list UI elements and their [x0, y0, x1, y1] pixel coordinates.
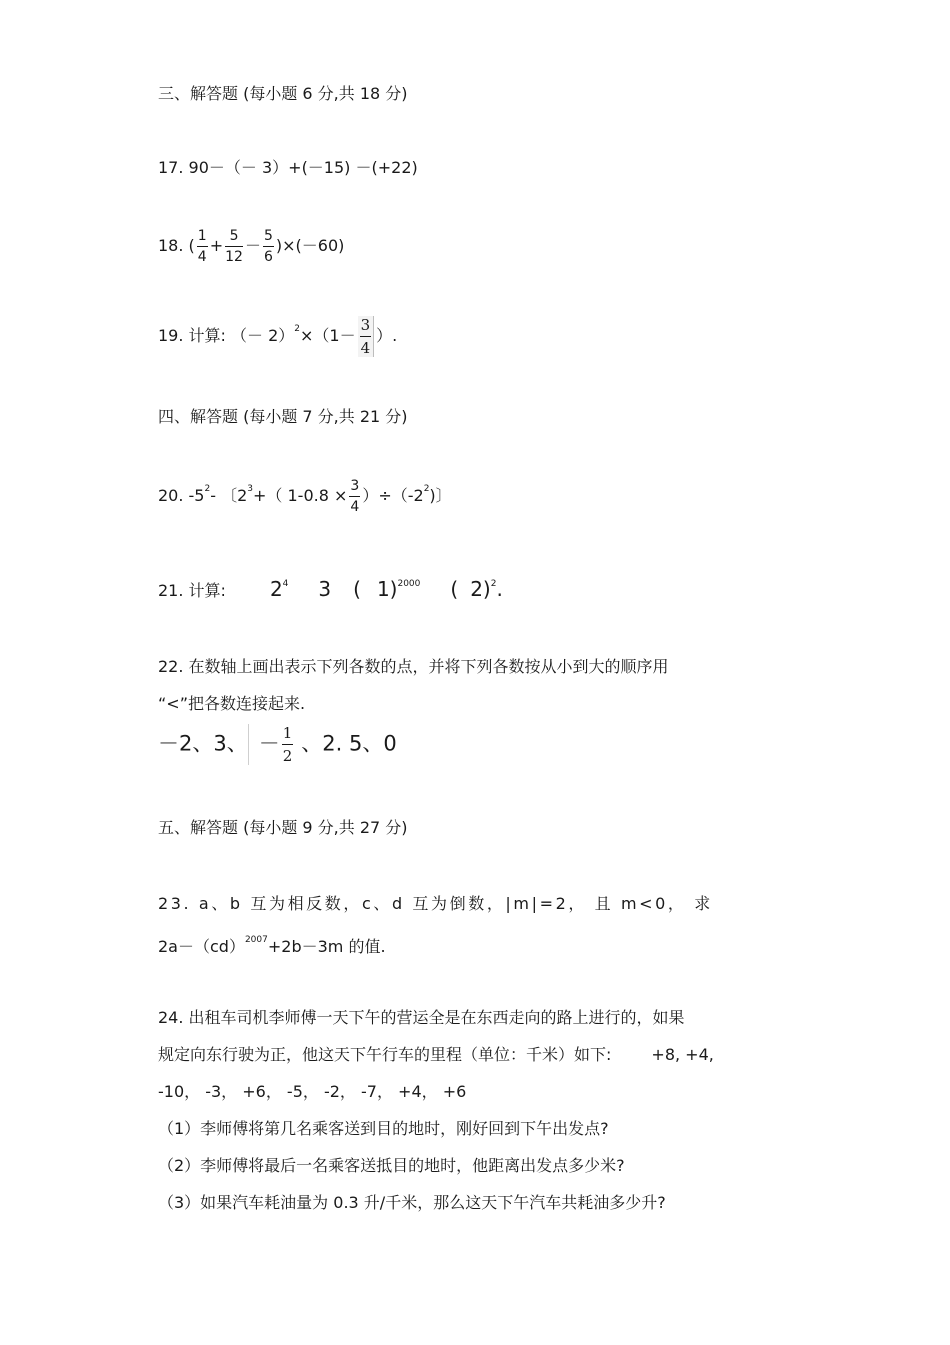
question-19 [158, 316, 397, 357]
q21-term-2: 2) [470, 577, 491, 601]
q19-mid: ×（1－ [300, 326, 356, 345]
question-22-line-1: 22. 在数轴上画出表示下列各数的点，并将下列各数按从小到大的顺序用 [158, 657, 669, 676]
q22-numbers-a: －2、3、 [158, 731, 248, 756]
q21-exp-1: 4 [282, 579, 289, 589]
q21-paren-1: ( [353, 577, 361, 601]
q18-fraction-3: $\frac{5}{6}$ [263, 228, 273, 265]
q20-exp-2: 3 [247, 484, 253, 494]
q21-term-1: 1) [376, 577, 398, 601]
q21-label: 21. 计算: [158, 581, 226, 600]
q20-part-c: +（ 1-0.8 × [253, 486, 348, 505]
q20-part-d: ）÷（-2 [362, 486, 424, 505]
question-23-line-2 [158, 930, 386, 957]
q20-exp-1: 2 [204, 484, 211, 494]
question-22-numbers [158, 724, 397, 765]
q19-exponent: 2 [294, 324, 301, 334]
q21-period: . [496, 577, 503, 601]
q20-fraction: $\frac{3}{4}$ [350, 478, 360, 515]
q22-neg-half [248, 724, 302, 765]
q18-fraction-1: $\frac{1}{4}$ [197, 228, 207, 265]
q21-base-1: 2 [269, 577, 283, 601]
question-24-line-1: 24. 出租车司机李师傅一天下午的营运全是在东西走向的路上进行的，如果 [158, 1008, 685, 1027]
q22-fraction: $\frac{1}{2}$ [282, 724, 293, 765]
q23-exponent: 2007 [244, 935, 268, 945]
q21-paren-2: ( [450, 577, 459, 601]
q24-line-2b: +8, +4, [651, 1045, 714, 1064]
question-24-part-3: （3）如果汽车耗油量为 0.3 升/千米，那么这天下午汽车共耗油多少升? [158, 1193, 666, 1212]
question-23-line-1: 23. a、b 互为相反数，c、d 互为倒数，|m|=2， 且 m<0， 求 [158, 894, 713, 913]
q18-op-2: － [244, 236, 261, 255]
q24-line-2a: 规定向东行驶为正，他这天下午行车的里程（单位：千米）如下: [158, 1045, 612, 1064]
q19-prefix: 19. 计算: （－ 2） [158, 326, 295, 345]
q18-prefix: 18. ( [158, 236, 195, 255]
question-24-part-1: （1）李师傅将第几名乘客送到目的地时，刚好回到下午出发点? [158, 1119, 609, 1138]
q18-fraction-2: $\frac{5}{12}$ [225, 228, 243, 265]
question-20 [158, 478, 452, 515]
question-22-line-2: “<”把各数连接起来. [158, 694, 306, 713]
question-21 [158, 574, 503, 601]
question-18 [158, 228, 344, 265]
section-heading-4: 四、解答题 (每小题 7 分,共 21 分) [158, 407, 408, 426]
q22-neg-sign: － [258, 731, 280, 756]
q20-part-a: 20. -5 [158, 486, 205, 505]
q21-exp-2000: 2000 [397, 579, 421, 589]
question-24-line-3: -10， -3， +6， -5， -2， -7， +4， +6 [158, 1082, 467, 1101]
q21-exp-2: 2 [490, 579, 497, 589]
q23-part-b: +2b－3m 的值. [267, 937, 386, 956]
q21-term-3: 3 [318, 577, 332, 601]
question-17: 17. 90－（－ 3）+(－15) －(+22) [158, 158, 418, 177]
q19-suffix: ）. [376, 326, 398, 345]
section-heading-5: 五、解答题 (每小题 9 分,共 27 分) [158, 818, 408, 837]
question-24-line-2 [158, 1045, 714, 1065]
q20-part-e: )〕 [429, 486, 452, 505]
q23-part-a: 2a－（cd） [158, 937, 245, 956]
q18-op-1: + [209, 236, 224, 255]
section-heading-3: 三、解答题 (每小题 6 分,共 18 分) [158, 84, 408, 103]
q20-part-b: - 〔2 [210, 486, 248, 505]
q19-fraction: $\frac{3}{4}$ [358, 316, 375, 357]
q20-exp-3: 2 [423, 484, 430, 494]
question-24-part-2: （2）李师傅将最后一名乘客送抵目的地时，他距离出发点多少米? [158, 1156, 625, 1175]
q22-numbers-b: 、2. 5、0 [301, 731, 397, 756]
q18-suffix: )×(－60) [275, 236, 345, 255]
